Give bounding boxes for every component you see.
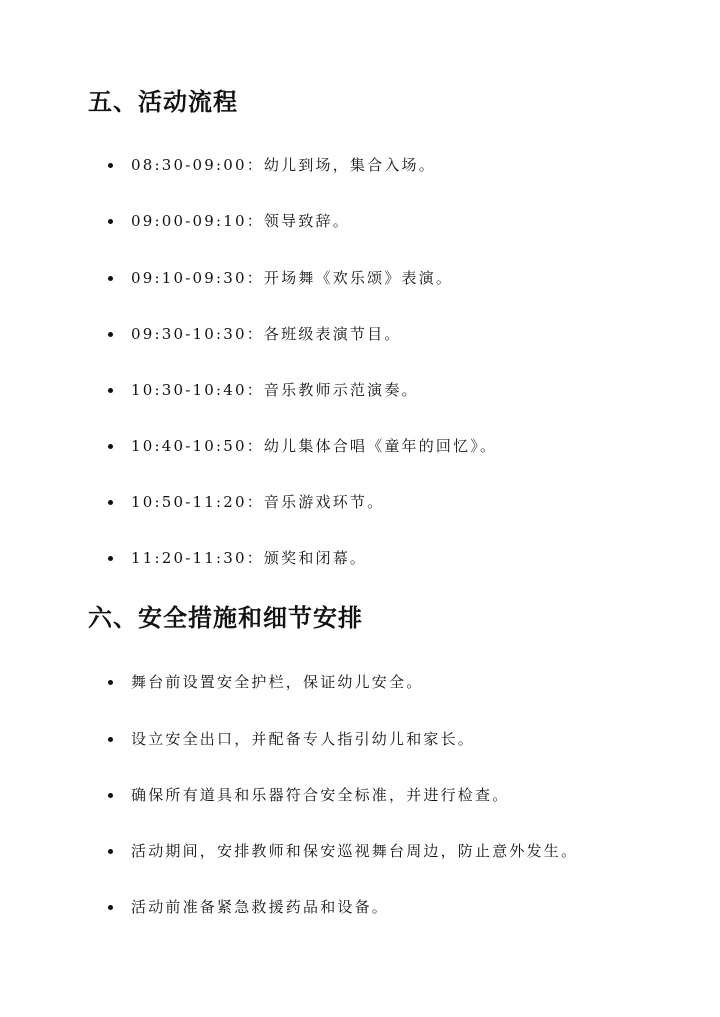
- list-item-text: 10:40-10:50：幼儿集体合唱《童年的回忆》。: [131, 437, 498, 455]
- list-item-text: 活动期间，安排教师和保安巡视舞台周边，防止意外发生。: [131, 842, 579, 860]
- bullet-icon: [108, 500, 113, 505]
- list-item-text: 09:30-10:30：各班级表演节目。: [131, 325, 402, 343]
- bullet-icon: [108, 444, 113, 449]
- bullet-icon: [108, 276, 113, 281]
- list-item-text: 10:30-10:40：音乐教师示范演奏。: [131, 381, 419, 399]
- list-item-text: 确保所有道具和乐器符合安全标准，并进行检查。: [131, 786, 510, 804]
- bullet-icon: [108, 680, 113, 685]
- list-item-text: 08:30-09:00：幼儿到场，集合入场。: [131, 156, 436, 174]
- section-heading-safety-measures: 六、安全措施和细节安排: [88, 603, 363, 632]
- list-item-text: 09:00-09:10：领导致辞。: [131, 212, 350, 230]
- bullet-icon: [108, 849, 113, 854]
- list-item-text: 设立安全出口，并配备专人指引幼儿和家长。: [131, 730, 476, 748]
- bullet-icon: [108, 388, 113, 393]
- list-item-text: 活动前准备紧急救援药品和设备。: [131, 898, 390, 916]
- bullet-icon: [108, 219, 113, 224]
- list-item-text: 舞台前设置安全护栏，保证幼儿安全。: [131, 673, 424, 691]
- bullet-icon: [108, 793, 113, 798]
- bullet-icon: [108, 163, 113, 168]
- bullet-icon: [108, 905, 113, 910]
- bullet-icon: [108, 332, 113, 337]
- bullet-icon: [108, 737, 113, 742]
- section-heading-activity-flow: 五、活动流程: [88, 87, 238, 116]
- bullet-icon: [108, 556, 113, 561]
- list-item-text: 09:10-09:30：开场舞《欢乐颂》表演。: [131, 269, 454, 287]
- list-item-text: 11:20-11:30：颁奖和闭幕。: [131, 549, 368, 567]
- list-item-text: 10:50-11:20：音乐游戏环节。: [131, 493, 385, 511]
